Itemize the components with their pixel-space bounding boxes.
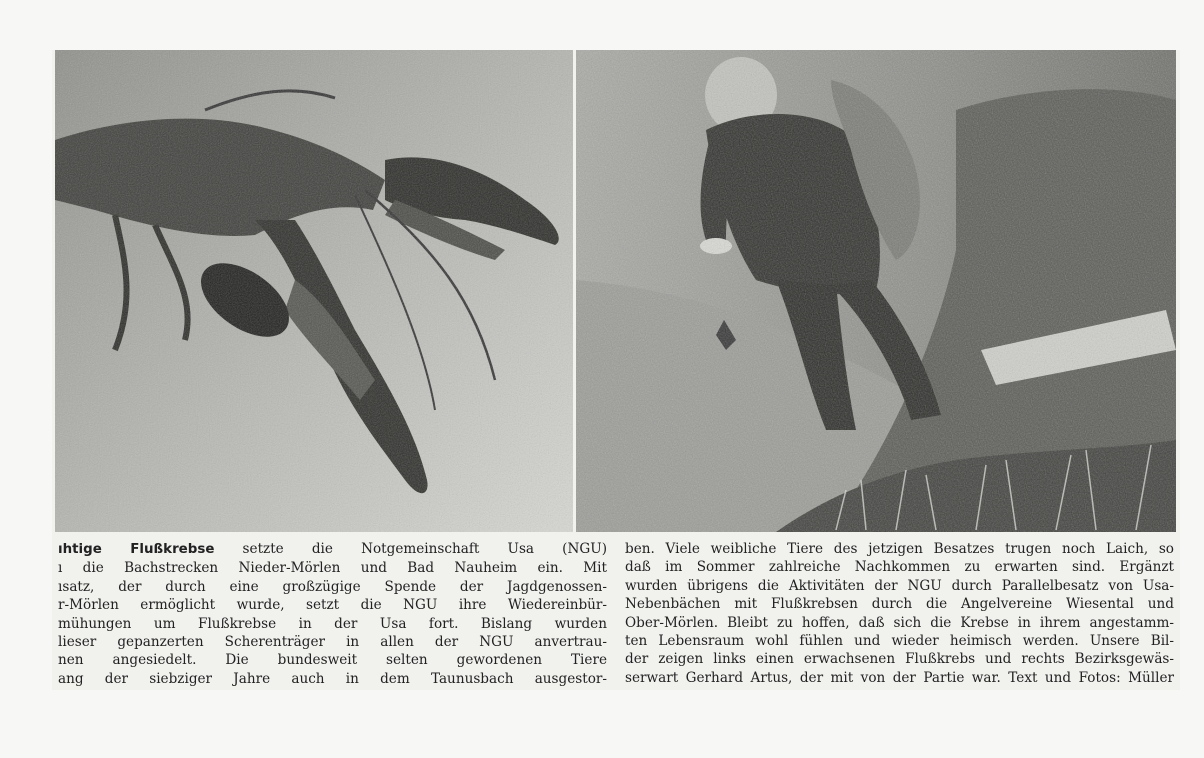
caption-line: ı die Bachstrecken Nieder-Mörlen und Bad Nauheim ein. Mit (58, 560, 607, 577)
caption-line: ben. Viele weibliche Tiere des jetzigen Besatzes trugen noch Laich, so (625, 541, 1174, 557)
caption-line: ten Lebensraum wohl fühlen und wieder heimisch werden. Unsere Bil- (625, 633, 1174, 650)
crayfish-illustration (55, 50, 573, 532)
caption-right-column (625, 540, 1174, 690)
caption-first-line-rest: setzte die Notgemeinschaft Usa (NGU) (214, 541, 607, 557)
caption-line: nen angesiedelt. Die bundesweit selten gewordenen Tiere (58, 652, 607, 669)
man-at-stream-illustration (576, 50, 1176, 532)
caption-line: ısatz, der durch eine großzügige Spende der Jagdgenossen- (58, 578, 607, 595)
caption-left-column (58, 540, 607, 690)
caption-line: r-Mörlen ermöglicht wurde, setzt die NGU ihre Wiedereinbür- (58, 597, 607, 614)
caption-line: Ober-Mörlen. Bleibt zu hoffen, daß sich die Krebse in ihrem angestamm- (625, 614, 1174, 631)
photo-caption (58, 540, 1174, 690)
newspaper-clipping (52, 50, 1180, 690)
caption-line: wurden übrigens die Aktivitäten der NGU durch Parallelbesatz von Usa- (625, 577, 1174, 594)
caption-line: lieser gepanzerten Scherenträger in allen der NGU anvertrau- (58, 634, 607, 651)
man-at-stream-photo (576, 50, 1176, 532)
caption-first-line (58, 540, 607, 559)
caption-line: daß im Sommer zahlreiche Nachkommen zu erwarten sind. Ergänzt (625, 559, 1174, 576)
caption-line: Nebenbächen mit Flußkrebsen durch die Angelvereine Wiesental und (625, 596, 1174, 613)
crayfish-photo (55, 50, 573, 532)
caption-line: der zeigen links einen erwachsenen Flußkrebs und rechts Bezirksgewäs- (625, 651, 1174, 668)
caption-lead: ıhtige Flußkrebse (58, 542, 215, 557)
caption-line: mühungen um Flußkrebse in der Usa fort. Bislang wurden (58, 615, 607, 632)
caption-line: ang der siebziger Jahre auch in dem Taunusbach ausgestor- (58, 670, 607, 687)
caption-line: serwart Gerhard Artus, der mit von der Partie war. Text und Fotos: Müller (625, 669, 1174, 686)
